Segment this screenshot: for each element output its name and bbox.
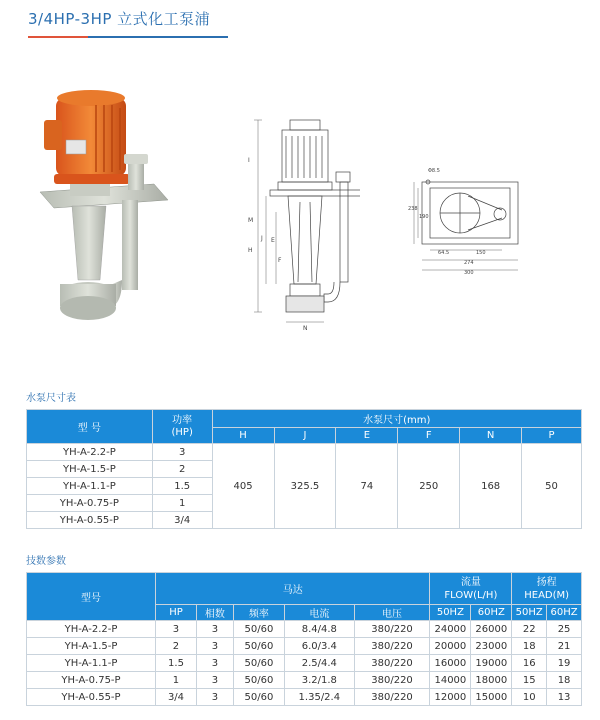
- cell-flow-50hz: 16000: [430, 655, 471, 672]
- cell-head-60hz: 21: [547, 638, 582, 655]
- header-flow: 流量 FLOW(L/H): [430, 573, 512, 605]
- cell-flow-50hz: 20000: [430, 638, 471, 655]
- dim-label-150: 150: [476, 250, 486, 256]
- cell-dim-n: 168: [460, 444, 522, 529]
- cell-model: YH-A-0.55-P: [27, 689, 156, 706]
- header-head: 扬程 HEAD(M): [512, 573, 582, 605]
- dim-label-m: M: [248, 217, 254, 224]
- cell-flow-60hz: 18000: [471, 672, 512, 689]
- cell-dim-p: 50: [522, 444, 582, 529]
- table-row: [27, 638, 582, 655]
- cell-voltage: 380/220: [354, 672, 430, 689]
- cell-voltage: 380/220: [354, 655, 430, 672]
- header-current: 电流: [285, 605, 355, 621]
- tech-parameters-table: [26, 572, 582, 706]
- header-dim-j: J: [274, 428, 336, 444]
- header-head-60hz: 60HZ: [547, 605, 582, 621]
- cell-power: 2: [152, 461, 212, 478]
- header-flow-60hz: 60HZ: [471, 605, 512, 621]
- cell-frequency: 50/60: [233, 655, 284, 672]
- dimensions-table: [26, 409, 582, 529]
- cell-head-50hz: 15: [512, 672, 547, 689]
- dimensions-section-label: 水泵尺寸表: [26, 393, 76, 404]
- dim-label-n: N: [303, 325, 308, 332]
- header-motor: 马达: [156, 573, 430, 605]
- cell-power: 1: [152, 495, 212, 512]
- dim-label-64-5: 64.5: [438, 250, 450, 256]
- cell-frequency: 50/60: [233, 689, 284, 706]
- dim-label-e: E: [271, 237, 275, 244]
- header-model: 型 号: [27, 410, 153, 444]
- cell-current: 1.35/2.4: [285, 689, 355, 706]
- table-row: [27, 621, 582, 638]
- cell-current: 6.0/3.4: [285, 638, 355, 655]
- cell-head-60hz: 18: [547, 672, 582, 689]
- cell-frequency: 50/60: [233, 638, 284, 655]
- header-head-50hz: 50HZ: [512, 605, 547, 621]
- cell-voltage: 380/220: [354, 621, 430, 638]
- header-frequency: 频率: [233, 605, 284, 621]
- cell-head-50hz: 18: [512, 638, 547, 655]
- cell-model: YH-A-0.75-P: [27, 495, 153, 512]
- cell-flow-60hz: 23000: [471, 638, 512, 655]
- cell-model: YH-A-2.2-P: [27, 444, 153, 461]
- cell-flow-50hz: 14000: [430, 672, 471, 689]
- header-dim-f: F: [398, 428, 460, 444]
- cell-model: YH-A-0.75-P: [27, 672, 156, 689]
- cell-hp: 1: [156, 672, 197, 689]
- header-dim-h: H: [212, 428, 274, 444]
- cell-current: 8.4/4.8: [285, 621, 355, 638]
- cell-phase: 3: [196, 621, 233, 638]
- cell-dim-h: 405: [212, 444, 274, 529]
- cell-flow-50hz: 12000: [430, 689, 471, 706]
- pump-front-elevation-drawing: [240, 112, 360, 342]
- cell-head-50hz: 10: [512, 689, 547, 706]
- dim-label-238: 238: [408, 206, 418, 212]
- cell-flow-50hz: 24000: [430, 621, 471, 638]
- cell-frequency: 50/60: [233, 621, 284, 638]
- pump-product-photo: [36, 80, 196, 342]
- cell-model: YH-A-2.2-P: [27, 621, 156, 638]
- header-power: 功率 (HP): [152, 410, 212, 444]
- cell-phase: 3: [196, 638, 233, 655]
- cell-head-60hz: 19: [547, 655, 582, 672]
- cell-model: YH-A-1.1-P: [27, 655, 156, 672]
- cell-flow-60hz: 15000: [471, 689, 512, 706]
- dim-label-hole: Φ8.5: [428, 168, 440, 174]
- cell-dim-e: 74: [336, 444, 398, 529]
- cell-head-60hz: 13: [547, 689, 582, 706]
- pump-top-view-drawing: [408, 160, 528, 276]
- cell-frequency: 50/60: [233, 672, 284, 689]
- cell-dim-f: 250: [398, 444, 460, 529]
- table-row: [27, 672, 582, 689]
- cell-current: 3.2/1.8: [285, 672, 355, 689]
- header-dim-e: E: [336, 428, 398, 444]
- header-dim-p: P: [522, 428, 582, 444]
- title-underline-red: [28, 36, 88, 38]
- cell-phase: 3: [196, 655, 233, 672]
- dim-label-190: 190: [419, 214, 429, 220]
- cell-phase: 3: [196, 689, 233, 706]
- cell-hp: 2: [156, 638, 197, 655]
- cell-model: YH-A-0.55-P: [27, 512, 153, 529]
- header-dim-n: N: [460, 428, 522, 444]
- table-row: [27, 689, 582, 706]
- cell-current: 2.5/4.4: [285, 655, 355, 672]
- cell-flow-60hz: 26000: [471, 621, 512, 638]
- tech-section-label: 技数参数: [26, 556, 66, 567]
- cell-model: YH-A-1.5-P: [27, 461, 153, 478]
- cell-hp: 1.5: [156, 655, 197, 672]
- page-title: 3/4HP-3HP 立式化工泵浦: [28, 10, 211, 28]
- cell-model: YH-A-1.1-P: [27, 478, 153, 495]
- dim-label-j: J: [261, 235, 263, 242]
- dim-label-f: F: [278, 257, 282, 264]
- dim-label-h: H: [248, 247, 253, 254]
- cell-power: 3/4: [152, 512, 212, 529]
- header-phase: 相数: [196, 605, 233, 621]
- cell-phase: 3: [196, 672, 233, 689]
- cell-voltage: 380/220: [354, 638, 430, 655]
- cell-power: 1.5: [152, 478, 212, 495]
- cell-head-60hz: 25: [547, 621, 582, 638]
- dim-label-i: I: [248, 157, 250, 164]
- header-hp: HP: [156, 605, 197, 621]
- dim-label-274: 274: [464, 260, 474, 266]
- table-row: [27, 655, 582, 672]
- title-underline-blue: [88, 36, 228, 38]
- cell-hp: 3: [156, 621, 197, 638]
- cell-flow-60hz: 19000: [471, 655, 512, 672]
- cell-head-50hz: 22: [512, 621, 547, 638]
- cell-model: YH-A-1.5-P: [27, 638, 156, 655]
- cell-power: 3: [152, 444, 212, 461]
- cell-dim-j: 325.5: [274, 444, 336, 529]
- header-dimensions-group: 水泵尺寸(mm): [212, 410, 581, 428]
- table-row: [27, 444, 582, 461]
- cell-voltage: 380/220: [354, 689, 430, 706]
- header-voltage: 电压: [354, 605, 430, 621]
- dim-label-300: 300: [464, 270, 474, 276]
- header-model: 型号: [27, 573, 156, 621]
- header-flow-50hz: 50HZ: [430, 605, 471, 621]
- cell-head-50hz: 16: [512, 655, 547, 672]
- cell-hp: 3/4: [156, 689, 197, 706]
